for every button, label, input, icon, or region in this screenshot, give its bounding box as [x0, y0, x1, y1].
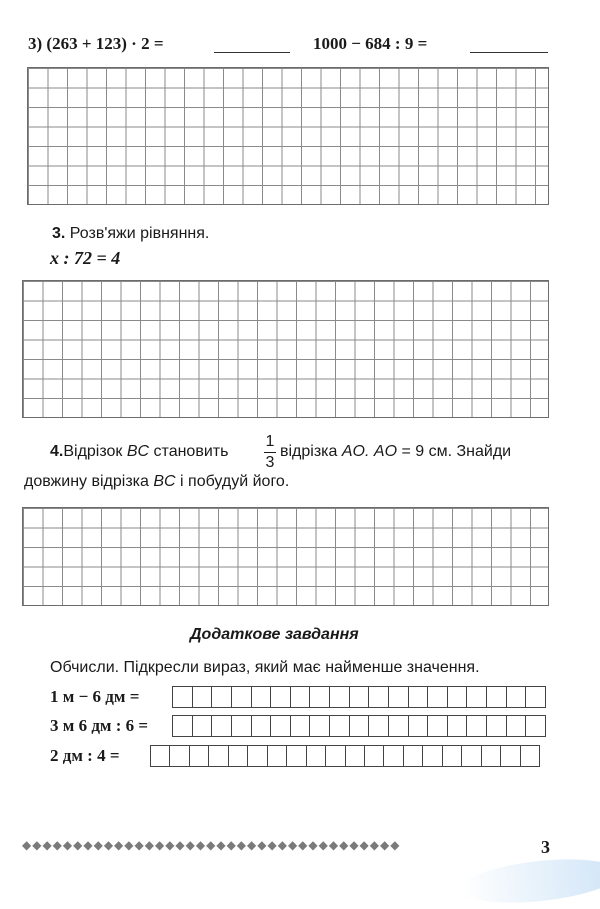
fraction-denominator: 3: [265, 454, 275, 471]
segment-ao-2: AO: [373, 443, 398, 460]
task-3-equation: x : 72 = 4: [50, 248, 121, 268]
page-number: 3: [541, 837, 550, 857]
answer-cells-1[interactable]: [172, 686, 546, 708]
decorative-swoosh: [458, 853, 600, 909]
work-grid-1[interactable]: [27, 67, 549, 205]
answer-blank-2[interactable]: [470, 52, 548, 53]
task-3-header: [52, 225, 209, 243]
extra-item-1: 1 м − 6 дм =: [50, 687, 140, 706]
task-3-text: Розв'яжи рівняння.: [69, 225, 210, 242]
fraction-numerator: 1: [265, 433, 275, 450]
work-grid-3[interactable]: [22, 507, 549, 606]
task-4-line2-before: довжину відрізка: [24, 473, 154, 490]
decorative-diamond-row: ◆◆◆◆◆◆◆◆◆◆◆◆◆◆◆◆◆◆◆◆◆◆◆◆◆◆◆◆◆◆◆◆◆◆◆◆◆: [22, 838, 401, 852]
extra-task-instruction: Обчисли. Підкресли вираз, який має найменше значення.: [50, 659, 480, 676]
task-4-number: 4.: [50, 443, 64, 460]
answer-cells-3[interactable]: [150, 745, 540, 767]
segment-bc-2: BC: [153, 473, 176, 490]
expression-1: 3) (263 + 123) · 2 =: [28, 34, 164, 53]
expression-2: 1000 − 684 : 9 =: [313, 34, 428, 53]
segment-ao-1: AO.: [341, 443, 370, 460]
task-4-text-before: Відрізок: [63, 443, 127, 460]
extra-item-3: 2 дм : 4 =: [50, 746, 120, 765]
task-4-line2-after: і побудуй його.: [175, 473, 290, 490]
segment-bc: BC: [126, 443, 150, 460]
task-4-text-end: = 9 см. Знайди: [397, 443, 512, 460]
extra-item-2: 3 м 6 дм : 6 =: [50, 716, 149, 735]
task-3-number: 3.: [52, 225, 66, 242]
task-4-line-1: [50, 443, 228, 461]
fraction-bar: [264, 452, 276, 453]
work-grid-2[interactable]: [22, 280, 549, 418]
answer-blank-1[interactable]: [214, 52, 290, 53]
task-4-line-2: [24, 473, 289, 491]
task-4-line-1b: [280, 443, 511, 461]
answer-cells-2[interactable]: [172, 715, 546, 737]
task-4-text-after: відрізка: [280, 443, 342, 460]
extra-task-heading: Додаткове завдання: [190, 626, 359, 643]
task-4-text-mid: становить: [149, 443, 229, 460]
fraction-one-third: [264, 433, 276, 472]
